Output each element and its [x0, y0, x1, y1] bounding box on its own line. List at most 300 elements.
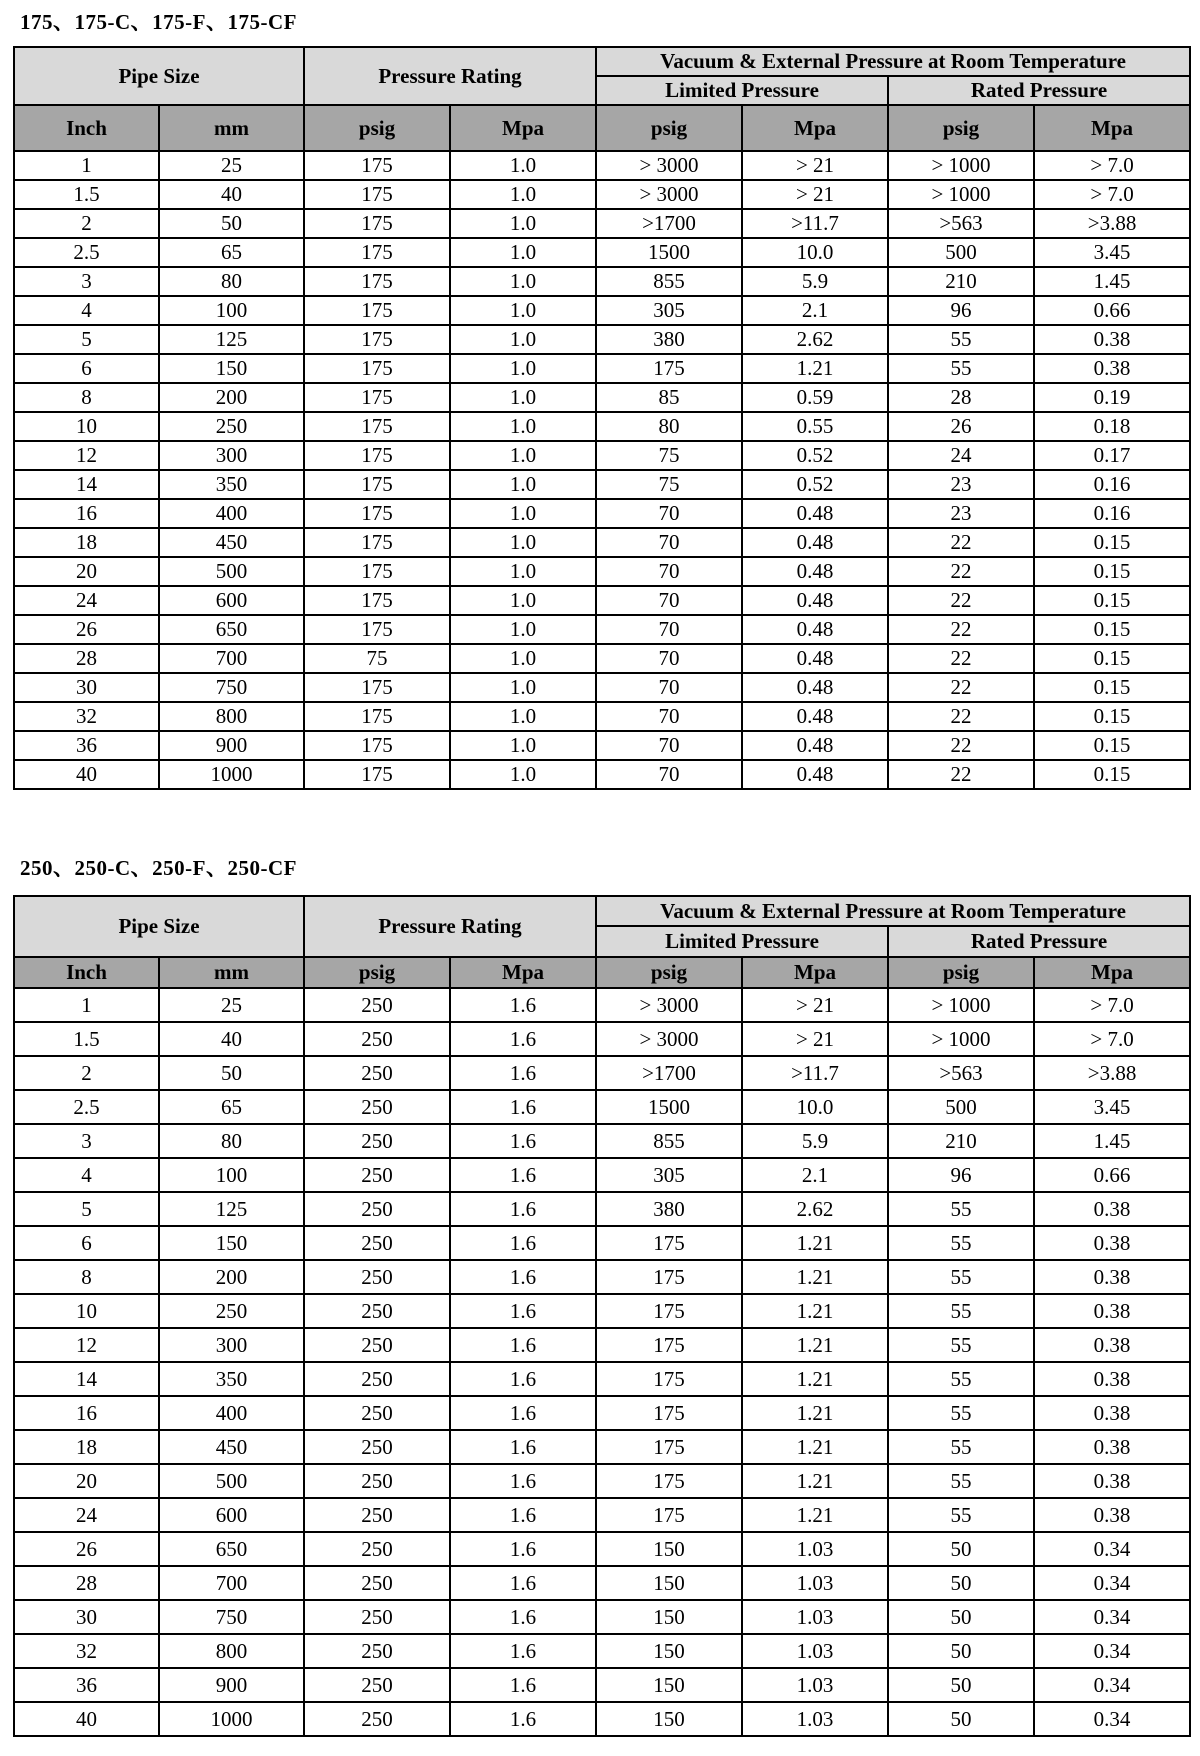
cell-rated-psig: 210 — [888, 1124, 1034, 1158]
cell-limited-mpa: 0.48 — [742, 615, 888, 644]
cell-rated-psig: 22 — [888, 586, 1034, 615]
table-row — [14, 209, 1190, 238]
cell-rating-mpa: 1.0 — [450, 499, 596, 528]
header-limited-psig: psig — [596, 957, 742, 988]
cell-mm: 1000 — [159, 1702, 304, 1736]
cell-mm: 600 — [159, 586, 304, 615]
cell-rated-mpa: 0.38 — [1034, 1328, 1190, 1362]
cell-mm: 500 — [159, 557, 304, 586]
cell-rated-mpa: >3.88 — [1034, 1056, 1190, 1090]
cell-rating-mpa: 1.0 — [450, 209, 596, 238]
cell-mm: 350 — [159, 1362, 304, 1396]
cell-limited-mpa: 0.48 — [742, 644, 888, 673]
table-row — [14, 1124, 1190, 1158]
cell-inch: 3 — [14, 1124, 159, 1158]
table-row — [14, 1668, 1190, 1702]
cell-rated-mpa: 0.38 — [1034, 1396, 1190, 1430]
cell-inch: 14 — [14, 470, 159, 499]
cell-limited-psig: > 3000 — [596, 180, 742, 209]
cell-rated-psig: 55 — [888, 1260, 1034, 1294]
cell-limited-psig: 70 — [596, 731, 742, 760]
cell-limited-mpa: 0.48 — [742, 702, 888, 731]
cell-rated-mpa: 0.17 — [1034, 441, 1190, 470]
cell-rating-psig: 250 — [304, 1600, 450, 1634]
cell-rated-psig: 22 — [888, 528, 1034, 557]
cell-inch: 5 — [14, 325, 159, 354]
cell-mm: 25 — [159, 151, 304, 180]
cell-rating-mpa: 1.6 — [450, 1600, 596, 1634]
cell-inch: 24 — [14, 586, 159, 615]
cell-rating-mpa: 1.6 — [450, 1124, 596, 1158]
cell-rating-mpa: 1.6 — [450, 1090, 596, 1124]
cell-rated-psig: 210 — [888, 267, 1034, 296]
table-row — [14, 412, 1190, 441]
cell-rated-mpa: 0.34 — [1034, 1600, 1190, 1634]
cell-rating-mpa: 1.6 — [450, 1668, 596, 1702]
cell-limited-psig: 70 — [596, 673, 742, 702]
cell-rated-psig: 22 — [888, 731, 1034, 760]
table-row — [14, 586, 1190, 615]
cell-rated-mpa: > 7.0 — [1034, 180, 1190, 209]
header-rated-psig: psig — [888, 105, 1034, 151]
cell-rated-mpa: 1.45 — [1034, 267, 1190, 296]
cell-rating-psig: 250 — [304, 1090, 450, 1124]
table-row — [14, 615, 1190, 644]
cell-inch: 36 — [14, 731, 159, 760]
cell-inch: 40 — [14, 1702, 159, 1736]
header-vacuum: Vacuum & External Pressure at Room Temperature — [596, 47, 1190, 76]
cell-rating-mpa: 1.0 — [450, 673, 596, 702]
cell-rated-mpa: 0.38 — [1034, 325, 1190, 354]
cell-rating-mpa: 1.0 — [450, 470, 596, 499]
cell-mm: 50 — [159, 1056, 304, 1090]
cell-limited-psig: 150 — [596, 1702, 742, 1736]
cell-rating-mpa: 1.0 — [450, 151, 596, 180]
cell-limited-mpa: 0.48 — [742, 673, 888, 702]
cell-rated-mpa: 0.16 — [1034, 470, 1190, 499]
cell-rated-mpa: 0.38 — [1034, 354, 1190, 383]
table-row — [14, 1226, 1190, 1260]
cell-rated-mpa: >3.88 — [1034, 209, 1190, 238]
cell-limited-mpa: 1.21 — [742, 1498, 888, 1532]
cell-limited-psig: 70 — [596, 586, 742, 615]
cell-rating-mpa: 1.6 — [450, 1022, 596, 1056]
cell-mm: 800 — [159, 702, 304, 731]
table-row — [14, 499, 1190, 528]
cell-inch: 10 — [14, 412, 159, 441]
table-row — [14, 702, 1190, 731]
cell-inch: 5 — [14, 1192, 159, 1226]
cell-rated-psig: > 1000 — [888, 1022, 1034, 1056]
cell-limited-psig: 150 — [596, 1566, 742, 1600]
cell-rated-mpa: 1.45 — [1034, 1124, 1190, 1158]
cell-rating-psig: 250 — [304, 988, 450, 1022]
table-row — [14, 296, 1190, 325]
cell-rating-psig: 250 — [304, 1430, 450, 1464]
cell-rating-psig: 250 — [304, 1328, 450, 1362]
cell-limited-mpa: 0.48 — [742, 528, 888, 557]
cell-mm: 80 — [159, 267, 304, 296]
cell-inch: 3 — [14, 267, 159, 296]
cell-limited-mpa: 0.52 — [742, 441, 888, 470]
cell-rated-psig: 22 — [888, 615, 1034, 644]
table-row — [14, 1328, 1190, 1362]
cell-limited-psig: 175 — [596, 1260, 742, 1294]
cell-mm: 700 — [159, 1566, 304, 1600]
cell-mm: 750 — [159, 673, 304, 702]
cell-rating-mpa: 1.0 — [450, 383, 596, 412]
cell-rating-mpa: 1.6 — [450, 1464, 596, 1498]
cell-limited-psig: 175 — [596, 1430, 742, 1464]
cell-mm: 300 — [159, 1328, 304, 1362]
cell-limited-mpa: >11.7 — [742, 1056, 888, 1090]
cell-mm: 350 — [159, 470, 304, 499]
cell-limited-mpa: 0.59 — [742, 383, 888, 412]
cell-inch: 30 — [14, 673, 159, 702]
cell-limited-mpa: 0.48 — [742, 499, 888, 528]
cell-mm: 450 — [159, 528, 304, 557]
cell-mm: 100 — [159, 296, 304, 325]
header-limited-psig: psig — [596, 105, 742, 151]
cell-limited-mpa: 1.21 — [742, 1396, 888, 1430]
cell-limited-psig: > 3000 — [596, 1022, 742, 1056]
cell-limited-psig: 70 — [596, 499, 742, 528]
cell-rated-psig: 500 — [888, 1090, 1034, 1124]
header-rated-mpa: Mpa — [1034, 105, 1190, 151]
table-row — [14, 180, 1190, 209]
cell-inch: 20 — [14, 557, 159, 586]
cell-mm: 650 — [159, 615, 304, 644]
table-row — [14, 557, 1190, 586]
cell-rating-mpa: 1.6 — [450, 988, 596, 1022]
cell-mm: 700 — [159, 644, 304, 673]
header-rating-mpa: Mpa — [450, 105, 596, 151]
cell-inch: 26 — [14, 1532, 159, 1566]
cell-inch: 12 — [14, 1328, 159, 1362]
cell-rated-mpa: 0.38 — [1034, 1260, 1190, 1294]
table-row — [14, 267, 1190, 296]
table-row — [14, 470, 1190, 499]
cell-rated-mpa: 0.34 — [1034, 1634, 1190, 1668]
cell-inch: 30 — [14, 1600, 159, 1634]
cell-limited-psig: 70 — [596, 615, 742, 644]
cell-limited-mpa: 1.21 — [742, 1260, 888, 1294]
cell-limited-mpa: 1.03 — [742, 1566, 888, 1600]
cell-rated-psig: 50 — [888, 1600, 1034, 1634]
cell-rated-mpa: 3.45 — [1034, 1090, 1190, 1124]
cell-limited-mpa: 10.0 — [742, 1090, 888, 1124]
cell-rated-mpa: 0.38 — [1034, 1498, 1190, 1532]
table-row — [14, 1498, 1190, 1532]
cell-mm: 65 — [159, 1090, 304, 1124]
cell-limited-mpa: 1.03 — [742, 1600, 888, 1634]
cell-limited-mpa: 1.21 — [742, 1328, 888, 1362]
cell-inch: 32 — [14, 702, 159, 731]
cell-limited-mpa: 5.9 — [742, 1124, 888, 1158]
cell-mm: 750 — [159, 1600, 304, 1634]
header-limited-pressure: Limited Pressure — [596, 926, 888, 957]
cell-rated-mpa: 0.15 — [1034, 702, 1190, 731]
table-row — [14, 383, 1190, 412]
cell-rated-psig: 50 — [888, 1668, 1034, 1702]
cell-inch: 4 — [14, 296, 159, 325]
header-pipe-size: Pipe Size — [14, 47, 304, 105]
cell-rating-psig: 250 — [304, 1498, 450, 1532]
table-row — [14, 238, 1190, 267]
cell-limited-psig: 175 — [596, 354, 742, 383]
cell-rated-mpa: 0.15 — [1034, 528, 1190, 557]
cell-rating-psig: 175 — [304, 702, 450, 731]
cell-rating-psig: 250 — [304, 1226, 450, 1260]
cell-mm: 200 — [159, 1260, 304, 1294]
cell-rating-psig: 175 — [304, 267, 450, 296]
cell-limited-mpa: > 21 — [742, 1022, 888, 1056]
cell-limited-mpa: 0.48 — [742, 586, 888, 615]
table-row — [14, 1532, 1190, 1566]
cell-rating-psig: 175 — [304, 673, 450, 702]
cell-rating-mpa: 1.6 — [450, 1566, 596, 1600]
cell-limited-psig: 70 — [596, 702, 742, 731]
table-row — [14, 731, 1190, 760]
table-row — [14, 644, 1190, 673]
cell-rating-psig: 175 — [304, 760, 450, 789]
cell-limited-mpa: 1.21 — [742, 354, 888, 383]
cell-inch: 1 — [14, 988, 159, 1022]
cell-rating-mpa: 1.0 — [450, 296, 596, 325]
table-row — [14, 1566, 1190, 1600]
header-rating-psig: psig — [304, 957, 450, 988]
cell-mm: 1000 — [159, 760, 304, 789]
cell-limited-psig: 75 — [596, 441, 742, 470]
cell-inch: 26 — [14, 615, 159, 644]
cell-mm: 400 — [159, 1396, 304, 1430]
cell-inch: 18 — [14, 1430, 159, 1464]
cell-rating-psig: 175 — [304, 354, 450, 383]
cell-limited-mpa: 2.1 — [742, 1158, 888, 1192]
cell-rating-mpa: 1.0 — [450, 702, 596, 731]
cell-limited-mpa: > 21 — [742, 988, 888, 1022]
cell-limited-mpa: 1.21 — [742, 1226, 888, 1260]
table-row — [14, 1192, 1190, 1226]
header-limited-mpa: Mpa — [742, 957, 888, 988]
cell-rated-mpa: 0.38 — [1034, 1430, 1190, 1464]
cell-rating-mpa: 1.6 — [450, 1260, 596, 1294]
cell-limited-mpa: 0.48 — [742, 760, 888, 789]
cell-rated-psig: 55 — [888, 1430, 1034, 1464]
cell-limited-mpa: 0.55 — [742, 412, 888, 441]
cell-mm: 125 — [159, 325, 304, 354]
cell-rating-psig: 175 — [304, 238, 450, 267]
cell-rating-mpa: 1.0 — [450, 412, 596, 441]
cell-mm: 150 — [159, 354, 304, 383]
cell-rating-psig: 175 — [304, 412, 450, 441]
cell-rated-psig: 55 — [888, 1226, 1034, 1260]
cell-mm: 80 — [159, 1124, 304, 1158]
cell-mm: 40 — [159, 1022, 304, 1056]
cell-limited-psig: 150 — [596, 1532, 742, 1566]
cell-limited-psig: 85 — [596, 383, 742, 412]
cell-rating-psig: 250 — [304, 1022, 450, 1056]
cell-limited-psig: 150 — [596, 1600, 742, 1634]
table-body — [14, 988, 1190, 1736]
cell-mm: 65 — [159, 238, 304, 267]
cell-limited-psig: 175 — [596, 1226, 742, 1260]
cell-mm: 300 — [159, 441, 304, 470]
cell-rating-mpa: 1.6 — [450, 1702, 596, 1736]
cell-limited-psig: 305 — [596, 1158, 742, 1192]
cell-mm: 50 — [159, 209, 304, 238]
cell-limited-psig: 75 — [596, 470, 742, 499]
cell-mm: 125 — [159, 1192, 304, 1226]
table-row — [14, 1702, 1190, 1736]
cell-rated-psig: 22 — [888, 702, 1034, 731]
cell-rating-mpa: 1.0 — [450, 180, 596, 209]
cell-rating-psig: 250 — [304, 1464, 450, 1498]
cell-rated-mpa: 0.34 — [1034, 1532, 1190, 1566]
header-rating-psig: psig — [304, 105, 450, 151]
cell-rating-psig: 250 — [304, 1566, 450, 1600]
cell-rated-psig: 22 — [888, 644, 1034, 673]
cell-limited-psig: > 3000 — [596, 988, 742, 1022]
cell-inch: 28 — [14, 1566, 159, 1600]
cell-limited-mpa: 2.62 — [742, 325, 888, 354]
cell-limited-mpa: 2.1 — [742, 296, 888, 325]
cell-mm: 40 — [159, 180, 304, 209]
cell-rated-psig: 55 — [888, 325, 1034, 354]
header-inch: Inch — [14, 105, 159, 151]
cell-mm: 900 — [159, 731, 304, 760]
cell-rated-mpa: 0.38 — [1034, 1226, 1190, 1260]
header-rated-psig: psig — [888, 957, 1034, 988]
table-row — [14, 151, 1190, 180]
cell-inch: 16 — [14, 1396, 159, 1430]
cell-rating-psig: 75 — [304, 644, 450, 673]
cell-rated-mpa: > 7.0 — [1034, 151, 1190, 180]
cell-limited-psig: 175 — [596, 1294, 742, 1328]
cell-rating-psig: 250 — [304, 1668, 450, 1702]
cell-rating-mpa: 1.6 — [450, 1294, 596, 1328]
table-body — [14, 151, 1190, 789]
cell-limited-psig: 175 — [596, 1396, 742, 1430]
cell-mm: 650 — [159, 1532, 304, 1566]
cell-rated-psig: 24 — [888, 441, 1034, 470]
cell-rated-mpa: 0.15 — [1034, 644, 1190, 673]
cell-rating-mpa: 1.6 — [450, 1362, 596, 1396]
header-rated-pressure: Rated Pressure — [888, 76, 1190, 105]
table-row — [14, 1056, 1190, 1090]
table-row — [14, 1634, 1190, 1668]
cell-rating-psig: 175 — [304, 296, 450, 325]
cell-inch: 2.5 — [14, 1090, 159, 1124]
cell-rating-mpa: 1.6 — [450, 1498, 596, 1532]
cell-rating-mpa: 1.6 — [450, 1192, 596, 1226]
cell-limited-psig: 855 — [596, 1124, 742, 1158]
cell-rated-mpa: 0.15 — [1034, 557, 1190, 586]
cell-rated-mpa: 0.16 — [1034, 499, 1190, 528]
cell-rating-mpa: 1.0 — [450, 586, 596, 615]
header-vacuum: Vacuum & External Pressure at Room Temperature — [596, 896, 1190, 926]
cell-rated-psig: 55 — [888, 354, 1034, 383]
cell-rating-psig: 175 — [304, 528, 450, 557]
cell-rating-psig: 175 — [304, 499, 450, 528]
cell-rated-psig: 50 — [888, 1566, 1034, 1600]
cell-rated-psig: 55 — [888, 1192, 1034, 1226]
cell-limited-mpa: 1.03 — [742, 1532, 888, 1566]
cell-rated-psig: 55 — [888, 1396, 1034, 1430]
cell-rating-psig: 175 — [304, 325, 450, 354]
cell-rated-mpa: 0.34 — [1034, 1702, 1190, 1736]
cell-rated-psig: 55 — [888, 1328, 1034, 1362]
cell-rating-psig: 175 — [304, 209, 450, 238]
cell-rated-psig: 22 — [888, 557, 1034, 586]
cell-rating-psig: 175 — [304, 586, 450, 615]
cell-rated-psig: > 1000 — [888, 180, 1034, 209]
cell-rated-psig: 22 — [888, 760, 1034, 789]
cell-limited-psig: 1500 — [596, 238, 742, 267]
cell-inch: 4 — [14, 1158, 159, 1192]
table-row — [14, 528, 1190, 557]
cell-limited-mpa: > 21 — [742, 151, 888, 180]
cell-limited-mpa: 1.03 — [742, 1702, 888, 1736]
header-pipe-size: Pipe Size — [14, 896, 304, 957]
cell-rating-mpa: 1.0 — [450, 441, 596, 470]
cell-inch: 1.5 — [14, 180, 159, 209]
table-row — [14, 988, 1190, 1022]
cell-rated-psig: 50 — [888, 1634, 1034, 1668]
cell-limited-psig: 70 — [596, 760, 742, 789]
cell-limited-psig: 70 — [596, 644, 742, 673]
cell-rating-mpa: 1.6 — [450, 1634, 596, 1668]
cell-rating-psig: 175 — [304, 151, 450, 180]
header-rated-pressure: Rated Pressure — [888, 926, 1190, 957]
cell-mm: 500 — [159, 1464, 304, 1498]
cell-rated-psig: 55 — [888, 1362, 1034, 1396]
cell-rated-mpa: 0.66 — [1034, 1158, 1190, 1192]
table-row — [14, 1260, 1190, 1294]
cell-limited-psig: 1500 — [596, 1090, 742, 1124]
cell-rating-mpa: 1.0 — [450, 325, 596, 354]
cell-inch: 40 — [14, 760, 159, 789]
cell-inch: 18 — [14, 528, 159, 557]
cell-mm: 800 — [159, 1634, 304, 1668]
cell-rating-mpa: 1.0 — [450, 644, 596, 673]
cell-rated-mpa: 0.15 — [1034, 615, 1190, 644]
cell-rating-psig: 250 — [304, 1124, 450, 1158]
table-row — [14, 354, 1190, 383]
cell-rated-mpa: 0.34 — [1034, 1668, 1190, 1702]
cell-limited-psig: 150 — [596, 1668, 742, 1702]
table-row — [14, 1158, 1190, 1192]
cell-inch: 6 — [14, 1226, 159, 1260]
cell-limited-mpa: 1.21 — [742, 1294, 888, 1328]
cell-limited-psig: >1700 — [596, 209, 742, 238]
cell-limited-mpa: 5.9 — [742, 267, 888, 296]
cell-mm: 600 — [159, 1498, 304, 1532]
cell-rated-psig: > 1000 — [888, 988, 1034, 1022]
cell-limited-psig: 150 — [596, 1634, 742, 1668]
table-row — [14, 1430, 1190, 1464]
cell-inch: 20 — [14, 1464, 159, 1498]
cell-inch: 8 — [14, 383, 159, 412]
cell-inch: 14 — [14, 1362, 159, 1396]
cell-rating-psig: 250 — [304, 1362, 450, 1396]
table-row — [14, 673, 1190, 702]
cell-rated-psig: 23 — [888, 470, 1034, 499]
cell-rated-psig: 96 — [888, 296, 1034, 325]
cell-limited-mpa: > 21 — [742, 180, 888, 209]
cell-mm: 100 — [159, 1158, 304, 1192]
header-mm: mm — [159, 105, 304, 151]
